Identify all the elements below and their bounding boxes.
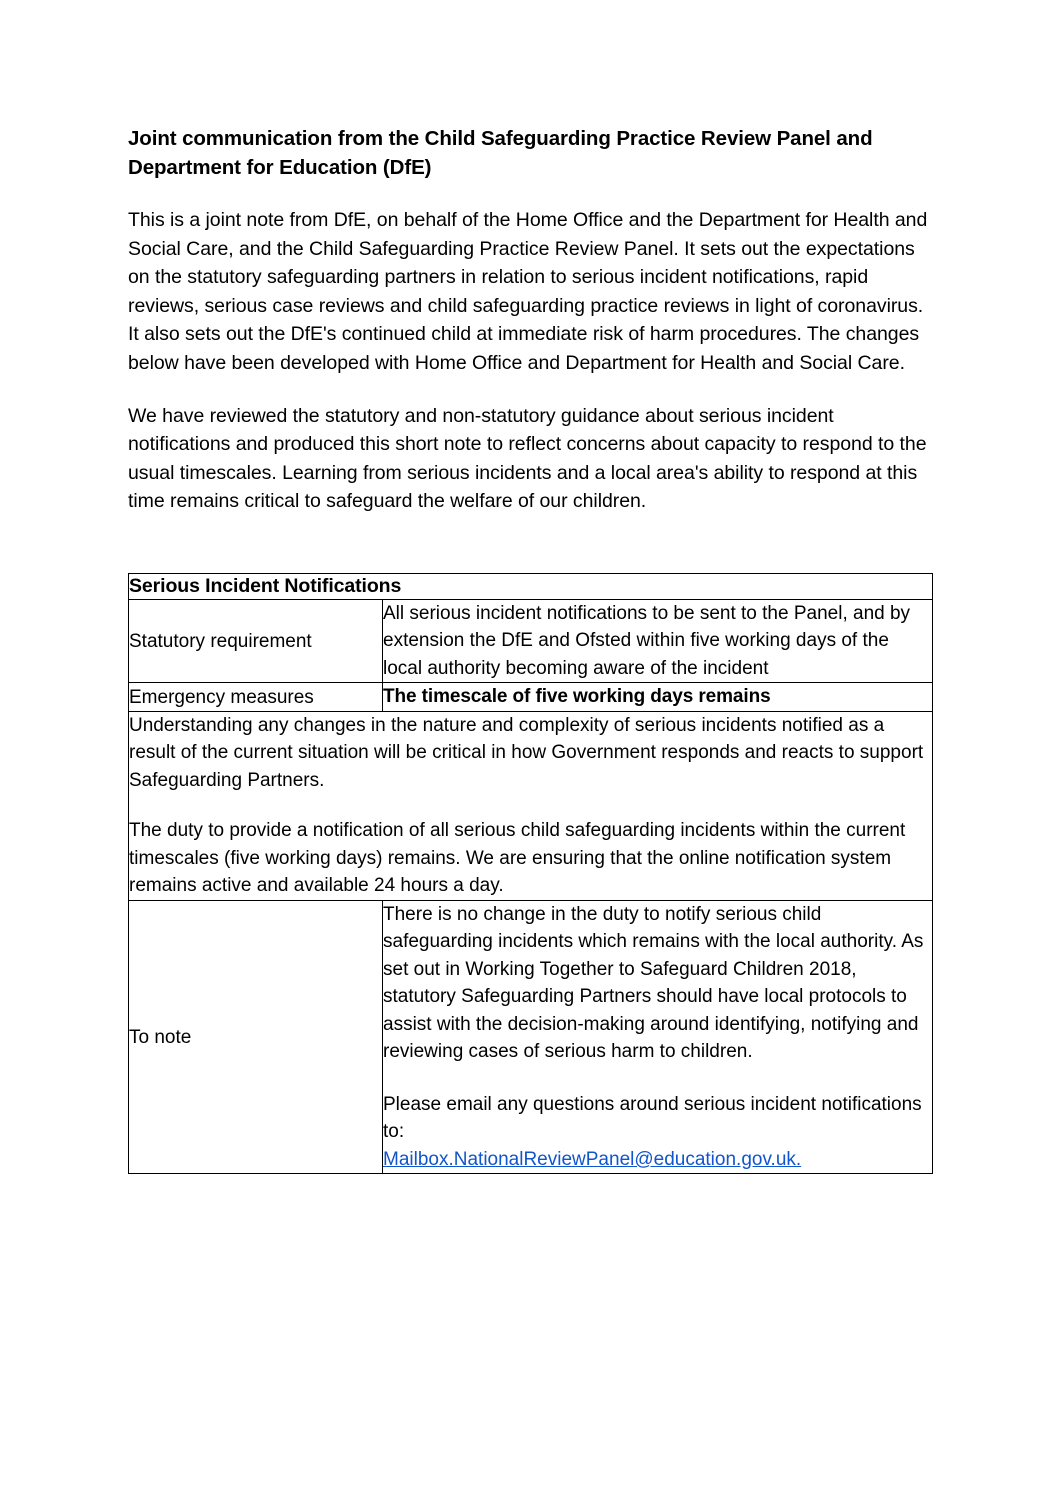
to-note-value: [383, 900, 933, 1174]
page-title: Joint communication from the Child Safeguarding Practice Review Panel and Department for Education (DfE): [128, 127, 873, 179]
statutory-requirement-label: Statutory requirement: [129, 599, 383, 683]
serious-incident-notifications-table: [128, 573, 933, 1175]
table-row: [129, 683, 933, 712]
table-row: [129, 599, 933, 683]
to-note-email-lead: Please email any questions around serious incident notifications to:: [383, 1093, 922, 1143]
document-content: [128, 124, 934, 1174]
email-link[interactable]: Mailbox.NationalReviewPanel@education.gov.uk.: [383, 1148, 802, 1170]
to-note-paragraph-2: [383, 1091, 932, 1174]
table-header-label: Serious Incident Notifications: [129, 574, 402, 597]
table-header-row: [129, 573, 933, 599]
merged-notes-cell: [129, 711, 933, 900]
table-row: [129, 900, 933, 1174]
emergency-measures-text: The timescale of five working days remains: [383, 686, 771, 708]
emergency-measures-label: Emergency measures: [129, 683, 383, 712]
intro-paragraph-2: We have reviewed the statutory and non-statutory guidance about serious incident notifications and produced this short note to reflect concerns about capacity to respond to the usual timescales. Learning from serious incidents and a local area's ability to respond at this time remains critical to safeguard the welfare of our children.: [128, 404, 927, 513]
merged-paragraph-1: Understanding any changes in the nature and complexity of serious incidents notified as a result of the current situation will be critical in how Government responds and reacts to support Safeguarding Partners.: [129, 714, 924, 791]
table-header-cell: [129, 573, 933, 599]
table-row-merged: [129, 711, 933, 900]
intro-paragraph-1: This is a joint note from DfE, on behalf of the Home Office and the Department for Health and Social Care, and the Child Safeguarding Practice Review Panel. It sets out the expectations on the statutory safeguarding partners in relation to serious incident notifications, rapid reviews, serious case reviews and child safeguarding practice reviews in light of coronavirus. It also sets out the DfE's continued child at immediate risk of harm procedures. The changes below have been developed with Home Office and Department for Health and Social Care.: [128, 209, 928, 374]
statutory-requirement-value: All serious incident notifications to be sent to the Panel, and by extension the DfE and Ofsted within five working days of the local authority becoming aware of the incident: [383, 599, 933, 683]
to-note-label: To note: [129, 900, 383, 1174]
emergency-measures-value: [383, 683, 933, 712]
merged-paragraph-2: The duty to provide a notification of all serious child safeguarding incidents within the current timescales (five working days) remains. We are ensuring that the online notification system remains active and available 24 hours a day.: [129, 820, 906, 897]
to-note-paragraph-1: There is no change in the duty to notify serious child safeguarding incidents which remains with the local authority. As set out in Working Together to Safeguard Children 2018, statutory Safeguarding Partners should have local protocols to assist with the decision-making around identifying, notifying and reviewing cases of serious harm to children.: [383, 903, 924, 1063]
